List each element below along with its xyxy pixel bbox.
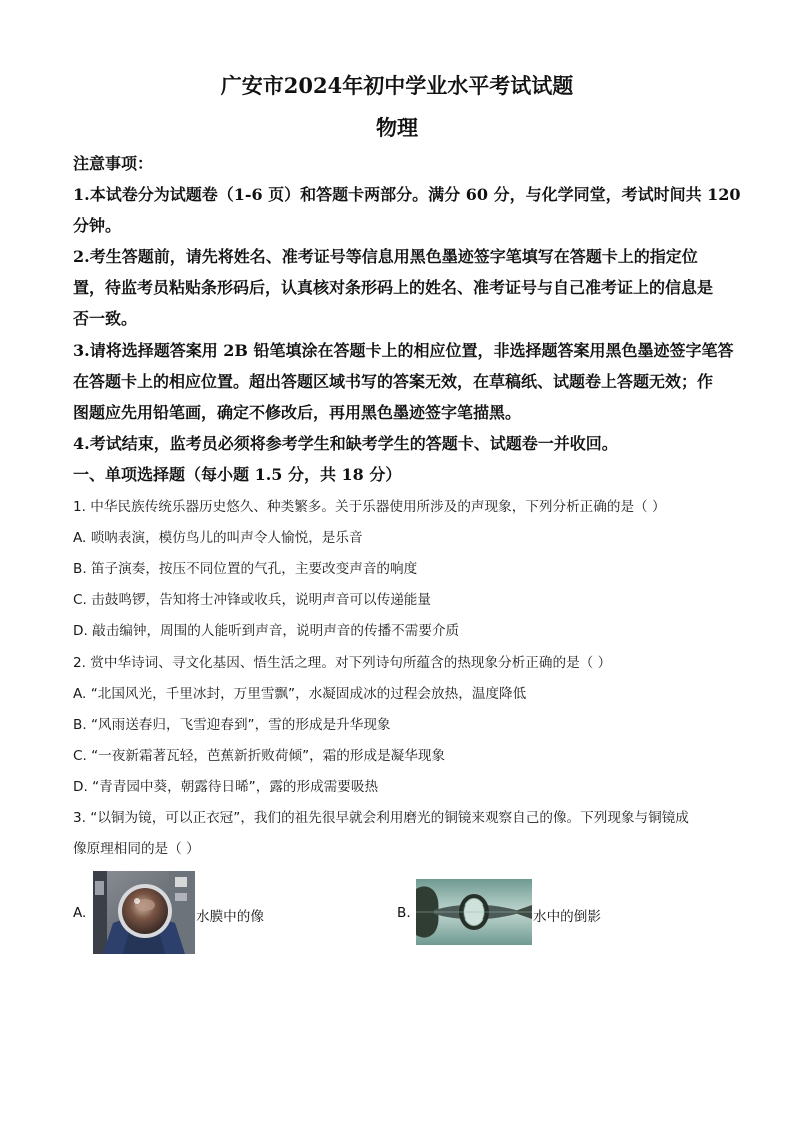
- notice-line: 图题应先用铅笔画，确定不修改后，再用黑色墨迹签字笔描黑。: [73, 403, 522, 422]
- question-1-option-a: A. 唢呐表演，模仿鸟儿的叫声令人愉悦，是乐音: [73, 530, 363, 546]
- question-2-stem: 2. 赏中华诗词、寻文化基因、悟生活之理。对下列诗句所蕴含的热现象分析正确的是（ ）: [73, 655, 612, 671]
- notice-line: 否一致。: [73, 309, 138, 328]
- question-2-option-d: D. “青青园中葵，朝露待日晞”，露的形成需要吸热: [73, 779, 379, 795]
- notice-line: 1.本试卷分为试题卷（1-6 页）和答题卡两部分。满分 60 分，与化学同堂，考试时间共 120: [73, 185, 741, 204]
- notice-line: 4.考试结束，监考员必须将参考学生和缺考学生的答题卡、试题卷一并收回。: [73, 434, 618, 453]
- question-1-option-d: D. 敲击编钟，周围的人能听到声音，说明声音的传播不需要介质: [73, 623, 460, 639]
- bridge-reflection-photo: [416, 879, 532, 945]
- question-2-option-b: B. “风雨送春归，飞雪迎春到”，雪的形成是升华现象: [73, 717, 391, 733]
- notice-line: 3.请将选择题答案用 2B 铅笔填涂在答题卡上的相应位置，非选择题答案用黑色墨迹签字笔答: [73, 341, 734, 360]
- notice-line: 置，待监考员粘贴条形码后，认真核对条形码上的姓名、准考证号与自己准考证上的信息是: [73, 278, 714, 297]
- section-heading: 一、单项选择题（每小题 1.5 分，共 18 分）: [73, 465, 402, 484]
- notice-line: 在答题卡上的相应位置。超出答题区域书写的答案无效，在草稿纸、试题卷上答题无效；作: [73, 372, 714, 391]
- question-1-option-c: C. 击鼓鸣锣，告知将士冲锋或收兵，说明声音可以传递能量: [73, 592, 431, 608]
- question-2-option-c: C. “一夜新霜著瓦轻，芭蕉新折败荷倾”，霜的形成是凝华现象: [73, 748, 446, 764]
- question-3-option-a-label: A.: [73, 905, 87, 921]
- exam-title: 广安市2024年初中学业水平考试试题: [220, 73, 574, 98]
- question-3-option-a-caption: 水膜中的像: [196, 909, 264, 925]
- water-film-photo: [93, 871, 195, 954]
- question-2-option-a: A. “北国风光，千里冰封，万里雪飘”，水凝固成冰的过程会放热，温度降低: [73, 686, 527, 702]
- question-1-stem: 1. 中华民族传统乐器历史悠久、种类繁多。关于乐器使用所涉及的声现象，下列分析正确的是（ ）: [73, 499, 666, 515]
- notice-line: 分钟。: [73, 216, 122, 235]
- question-1-option-b: B. 笛子演奏，按压不同位置的气孔，主要改变声音的响度: [73, 561, 418, 577]
- subject-title: 物理: [376, 115, 418, 140]
- question-3-option-b-caption: 水中的倒影: [533, 909, 601, 925]
- question-3-stem: 3. “以铜为镜，可以正衣冠”，我们的祖先很早就会利用磨光的铜镜来观察自己的像。下列现象与铜镜成: [73, 810, 689, 826]
- question-3-stem-cont: 像原理相同的是（ ）: [73, 841, 200, 857]
- notice-line: 2.考生答题前，请先将姓名、准考证号等信息用黑色墨迹签字笔填写在答题卡上的指定位: [73, 247, 698, 266]
- notice-heading: 注意事项：: [73, 154, 154, 173]
- question-3-option-b-label: B.: [397, 905, 411, 921]
